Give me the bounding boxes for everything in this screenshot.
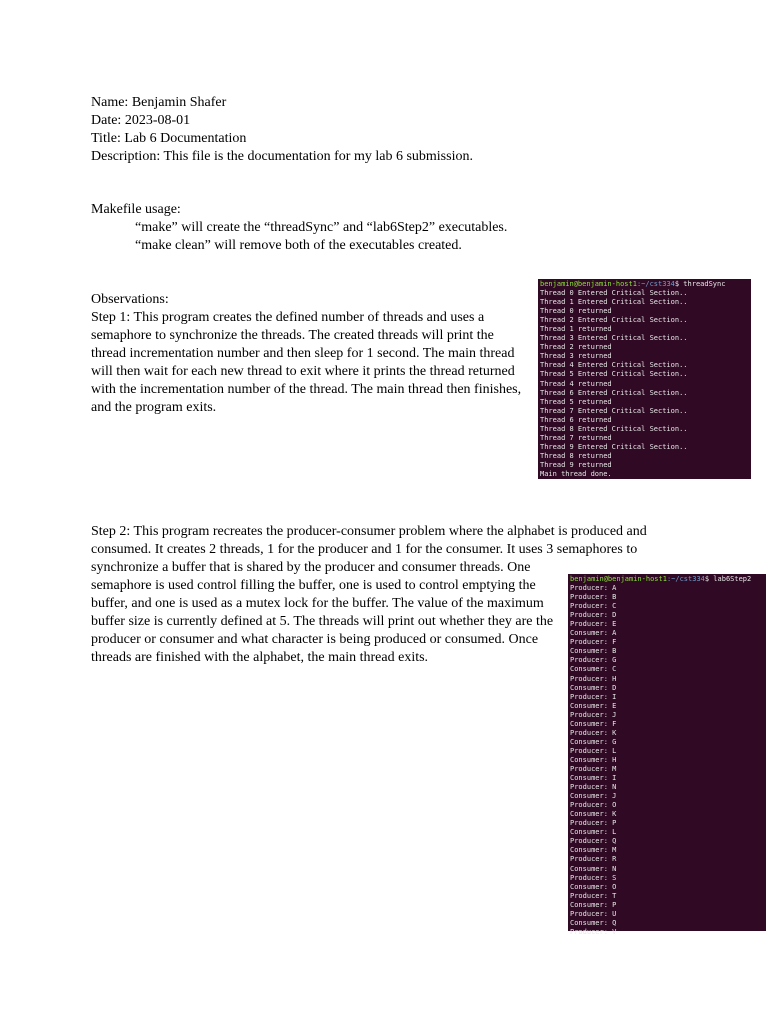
terminal-line: Thread 9 returned xyxy=(540,460,612,469)
author-name: Name: Benjamin Shafer xyxy=(91,95,227,110)
terminal-line: Thread 6 returned xyxy=(540,415,612,424)
terminal-output xyxy=(540,289,751,479)
terminal-prompt: benjamin@benjamin-host1:~/cst334$ lab6Step2 xyxy=(570,575,752,583)
terminal-line: Thread 8 returned xyxy=(540,451,612,460)
terminal-line: Producer: J xyxy=(570,710,617,719)
terminal-line: Producer: G xyxy=(570,656,617,665)
makefile-make-line: “make” will create the “threadSync” and “lab6Step2” executables. xyxy=(135,220,508,235)
terminal-line: Thread 5 Entered Critical Section.. xyxy=(540,370,688,379)
step2-paragraph-continued: semaphore is used control filling the buffer, one is used to control emptying the buffer, and one is used as a mutex lock for the buffer. The value of the maximum buffer size is currently defined at 5. The threads will print out whether they are the producer or consumer and what character is being produced or consumed. Once threads are finished with the alphabet, the main thread exits. xyxy=(91,578,554,665)
terminal-line: Producer: C xyxy=(570,602,617,611)
terminal-line: Thread 0 returned xyxy=(540,307,612,316)
terminal-line: Consumer: K xyxy=(570,810,617,819)
terminal-line: Producer: L xyxy=(570,746,617,755)
terminal-line: Producer: S xyxy=(570,873,617,882)
terminal-line: Consumer: A xyxy=(570,629,617,638)
terminal-line: Consumer: H xyxy=(570,755,617,764)
terminal-line: Consumer: N xyxy=(570,864,617,873)
terminal-line: Thread 0 Entered Critical Section.. xyxy=(540,289,688,298)
terminal-line: Producer: O xyxy=(570,801,617,810)
observations-heading: Observations: xyxy=(91,292,169,307)
terminal-line: Producer: M xyxy=(570,764,617,773)
terminal-line: Producer: E xyxy=(570,620,617,629)
terminal-line: Producer: H xyxy=(570,674,617,683)
step1-paragraph: Step 1: This program creates the defined number of threads and uses a semaphore to synchronize the threads. The created threads will print the thread incrementation number and then sleep for 1 second. The main thread will then wait for each new thread to exit where it prints the thread returned with the incrementation number of the thread. The main thread then finishes, and the program exits. xyxy=(91,310,522,415)
terminal-line: Thread 4 Entered Critical Section.. xyxy=(540,361,688,370)
terminal-line: Consumer: G xyxy=(570,737,617,746)
terminal-line: Producer: V xyxy=(570,927,617,936)
terminal-line: Consumer: B xyxy=(570,647,617,656)
terminal-line: Consumer: M xyxy=(570,846,617,855)
lab6step2-terminal-screenshot xyxy=(568,574,766,936)
terminal-line: Producer: B xyxy=(570,593,617,602)
terminal-line: Consumer: F xyxy=(570,719,617,728)
terminal-line: Thread 3 returned xyxy=(540,352,612,361)
document-description: Description: This file is the documentation for my lab 6 submission. xyxy=(91,149,473,164)
terminal-line: Thread 2 Entered Critical Section.. xyxy=(540,316,688,325)
terminal-line: Consumer: C xyxy=(570,665,617,674)
terminal-line: Thread 7 returned xyxy=(540,433,612,442)
terminal-line: Producer: K xyxy=(570,728,617,737)
terminal-line: Thread 3 Entered Critical Section.. xyxy=(540,334,688,343)
terminal-line: Main thread done. xyxy=(540,469,612,478)
terminal-line: Consumer: J xyxy=(570,792,617,801)
terminal-line: Producer: Q xyxy=(570,837,617,846)
terminal-line: Producer: R xyxy=(570,855,617,864)
terminal-line: Producer: U xyxy=(570,909,617,918)
terminal-line: Producer: P xyxy=(570,819,617,828)
terminal-line: Producer: T xyxy=(570,891,617,900)
terminal-line: Thread 1 returned xyxy=(540,325,612,334)
terminal-line: Consumer: E xyxy=(570,701,617,710)
terminal-line: Producer: F xyxy=(570,638,617,647)
terminal-line: Thread 5 returned xyxy=(540,397,612,406)
terminal-prompt: benjamin@benjamin-host1:~/cst334$ threadSync xyxy=(540,280,726,288)
terminal-line: Producer: N xyxy=(570,783,617,792)
terminal-line: Thread 6 Entered Critical Section.. xyxy=(540,388,688,397)
terminal-line: Producer: A xyxy=(570,584,617,593)
terminal-line: Thread 9 Entered Critical Section.. xyxy=(540,442,688,451)
terminal-line: Consumer: L xyxy=(570,828,617,837)
terminal-line: Consumer: I xyxy=(570,774,617,783)
terminal-line: Thread 8 Entered Critical Section.. xyxy=(540,424,688,433)
terminal-line: Producer: D xyxy=(570,611,617,620)
terminal-line: Thread 2 returned xyxy=(540,343,612,352)
terminal-line: Consumer: O xyxy=(570,882,617,891)
terminal-line: Thread 1 Entered Critical Section.. xyxy=(540,298,688,307)
document-title: Title: Lab 6 Documentation xyxy=(91,131,247,146)
document-date: Date: 2023-08-01 xyxy=(91,113,191,128)
terminal-line: Thread 7 Entered Critical Section.. xyxy=(540,406,688,415)
terminal-line: Consumer: Q xyxy=(570,918,617,927)
makefile-heading: Makefile usage: xyxy=(91,202,181,217)
terminal-output xyxy=(570,584,766,937)
threadsync-terminal-screenshot xyxy=(538,279,751,479)
makefile-clean-line: “make clean” will remove both of the executables created. xyxy=(135,238,462,253)
terminal-line: Producer: I xyxy=(570,692,617,701)
step2-paragraph-intro: Step 2: This program recreates the producer-consumer problem where the alphabet is produced and consumed. It creates 2 threads, 1 for the producer and 1 for the consumer. It uses 3 semaphores to synchronize a buffer that is shared by the producer and consumer threads. One xyxy=(91,524,647,575)
terminal-line: Consumer: P xyxy=(570,900,617,909)
terminal-line: Consumer: D xyxy=(570,683,617,692)
terminal-line: Thread 4 returned xyxy=(540,379,612,388)
